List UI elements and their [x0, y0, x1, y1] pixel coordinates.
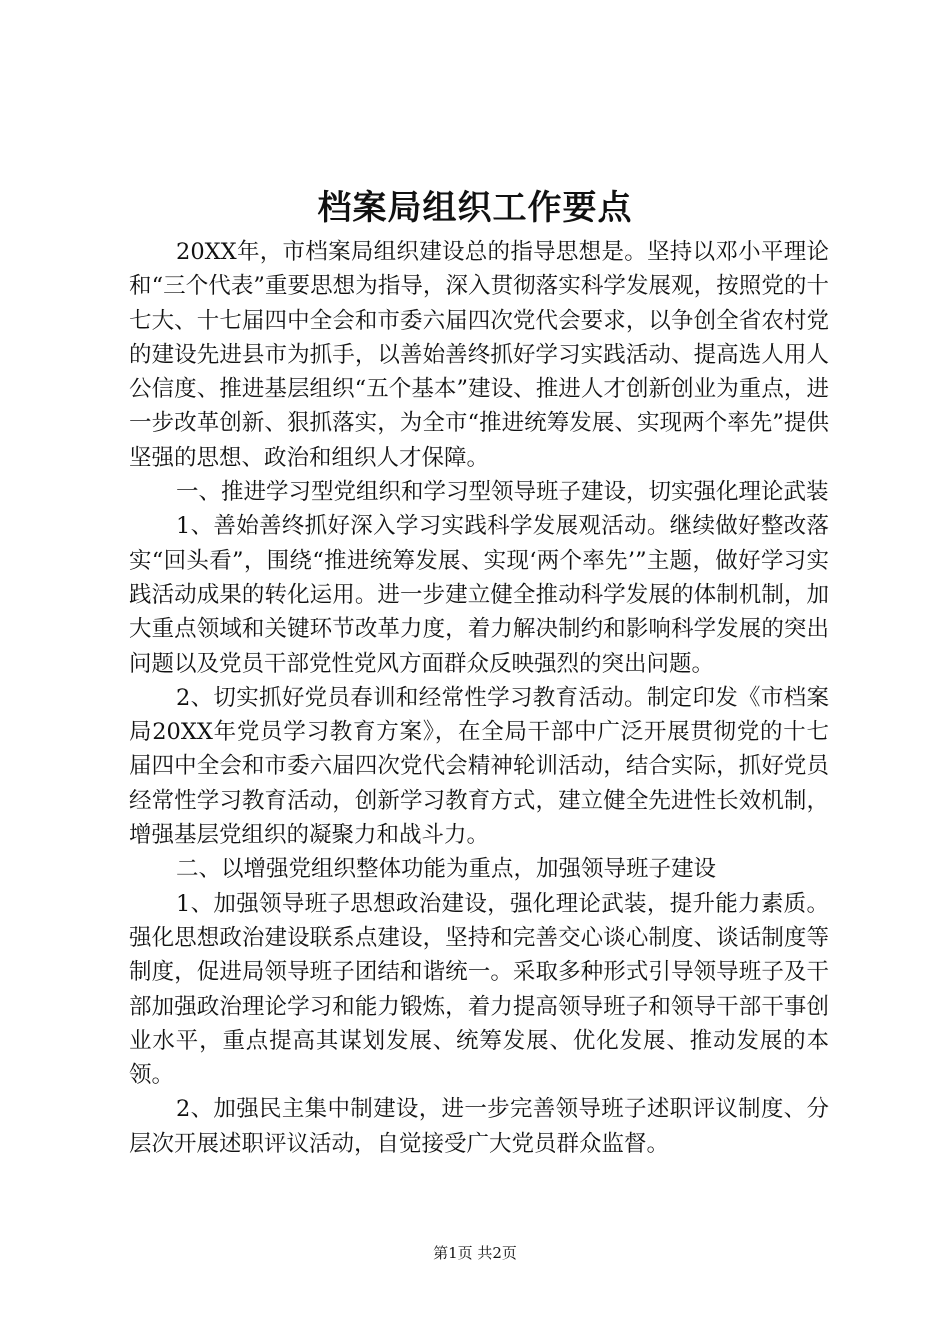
paragraph-intro: 20XX年，市档案局组织建设总的指导思想是。坚持以邓小平理论和“三个代表”重要思想为指导，深入贯彻落实科学发展观，按照党的十七大、十七届四中全会和市委六届四次党代会要求，以争创全省农村党的建设先进县市为抓手，以善始善终抓好学习实践活动、提高选人用人公信度、推进基层组织“五个基本”建设、推进人才创新创业为重点，进一步改革创新、狠抓落实，为全市“推进统筹发展、实现两个率先”提供坚强的思想、政治和组织人才保障。	[129, 239, 829, 471]
section-heading-2: 二、以增强党组织整体功能为重点，加强领导班子建设	[176, 856, 717, 883]
section-heading-1: 一、推进学习型党组织和学习型领导班子建设，切实强化理论武装	[176, 479, 829, 506]
paragraph-2-1: 1、加强领导班子思想政治建设，强化理论武装，提升能力素质。强化思想政治建设联系点建设，坚持和完善交心谈心制度、谈话制度等制度，促进局领导班子团结和谐统一。采取多种形式引导领导班子及干部加强政治理论学习和能力锻炼，着力提高领导班子和领导干部干事创业水平，重点提高其谋划发展、统筹发展、优化发展、推动发展的本领。	[129, 890, 829, 1089]
paragraph-2-2: 2、加强民主集中制建设，进一步完善领导班子述职评议制度、分层次开展述职评议活动，自觉接受广大党员群众监督。	[129, 1096, 829, 1157]
document-title: 档案局组织工作要点	[317, 188, 633, 228]
page-number: 第1页 共2页	[433, 1244, 517, 1262]
paragraph-1-2: 2、切实抓好党员春训和经常性学习教育活动。制定印发《市档案局20XX年党员学习教育方案》，在全局干部中广泛开展贯彻党的十七届四中全会和市委六届四次党代会精神轮训活动，结合实际，抓好党员经常性学习教育活动，创新学习教育方式，建立健全先进性长效机制，增强基层党组织的凝聚力和战斗力。	[129, 684, 829, 849]
paragraph-1-1: 1、善始善终抓好深入学习实践科学发展观活动。继续做好整改落实“回头看”，围绕“推进统筹发展、实现‘两个率先’”主题，做好学习实践活动成果的转化运用。进一步建立健全推动科学发展的体制机制，加大重点领域和关键环节改革力度，着力解决制约和影响科学发展的突出问题以及党员干部党性党风方面群众反映强烈的突出问题。	[129, 513, 829, 677]
document-body	[129, 235, 829, 1161]
